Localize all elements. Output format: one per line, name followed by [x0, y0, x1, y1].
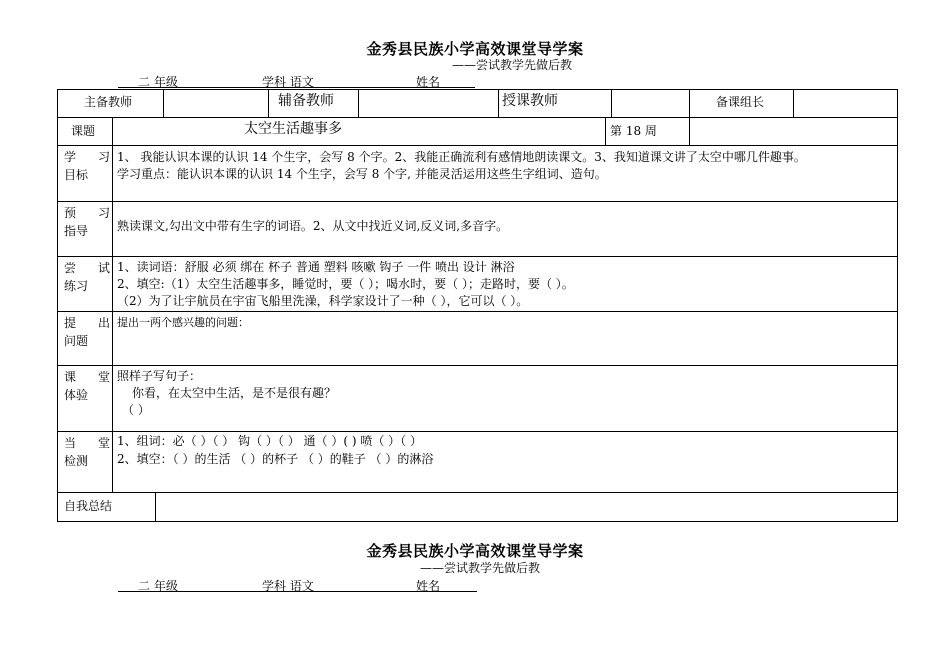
- grade-label: 二 年级: [138, 75, 178, 89]
- subject-label-2: 学科 语文: [262, 579, 314, 593]
- document-title-2: 金秀县民族小学高效课堂导学案: [366, 542, 584, 560]
- class-line-2: 你看，在太空中生活，是不是很有趣？: [132, 386, 337, 400]
- grade-label-2: 二 年级: [138, 579, 178, 593]
- assist-teacher-label: 辅备教师: [278, 93, 334, 109]
- check-line-1: 1、组词：必（ ）（ ） 钩（ ）（ ） 通（ ）( ) 喷（ ）（ ）: [117, 434, 422, 448]
- check-line-2: 2、填空：（ ）的生活 （ ）的杯子 （ ）的鞋子 （ ）的淋浴: [117, 452, 434, 466]
- practice-label-a: 尝: [64, 261, 77, 275]
- student-info-line: [118, 73, 475, 88]
- document-subtitle: ——尝试教学先做后教: [452, 58, 573, 72]
- practice-line-2: 2、填空:（1）太空生活趣事多，睡觉时，要（ ）；喝水时，要（ ）；走路时，要（ ）。: [117, 277, 574, 291]
- practice-line-3: （2）为了让宇航员在宇宙飞船里洗澡，科学家设计了一种（ ），它可以（ ）。: [117, 294, 529, 308]
- group-leader-label: 备课组长: [716, 95, 765, 109]
- preview-text: 熟读课文,勾出文中带有生字的词语。2、从文中找近义词,反义词,多音字。: [117, 219, 509, 233]
- check-label-a: 当: [64, 436, 77, 450]
- check-label-c: 检测: [64, 454, 89, 468]
- question-text: 提出一两个感兴趣的问题：: [117, 316, 249, 329]
- name-label: 姓名: [416, 75, 441, 89]
- week-label: 第 18 周: [610, 124, 657, 138]
- topic-value: 太空生活趣事多: [244, 121, 342, 137]
- class-label: [64, 368, 110, 404]
- preview-label: [64, 204, 110, 240]
- check-label: [64, 434, 110, 470]
- topic-label: 课题: [71, 124, 96, 138]
- preview-label-b: 习: [97, 206, 110, 220]
- goals-label-c: 目标: [64, 168, 89, 182]
- question-label-b: 出: [97, 316, 110, 330]
- goals-line-2: 学习重点：能认识本课的认识 14 个生字，会写 8 个字, 并能灵活运用这些生字组词、造句。: [117, 167, 607, 181]
- question-label-c: 问题: [64, 334, 89, 348]
- class-label-b: 堂: [97, 370, 110, 384]
- question-label-a: 提: [64, 316, 77, 330]
- goals-label: [64, 148, 110, 184]
- main-teacher-label: 主备教师: [84, 95, 133, 109]
- class-line-1: 照样子写句子：: [117, 369, 202, 383]
- class-label-c: 体验: [64, 388, 89, 402]
- practice-label: [64, 259, 110, 295]
- preview-label-a: 预: [64, 206, 77, 220]
- goals-label-b: 习: [97, 150, 110, 164]
- document-subtitle-2: ——尝试教学先做后教: [420, 561, 541, 575]
- practice-label-b: 试: [97, 261, 110, 275]
- check-label-b: 堂: [97, 436, 110, 450]
- summary-label: 自我总结: [64, 499, 113, 513]
- lesson-plan-table: [57, 89, 898, 522]
- practice-label-c: 练习: [64, 279, 89, 293]
- document-title: 金秀县民族小学高效课堂导学案: [366, 40, 584, 58]
- class-label-a: 课: [64, 370, 77, 384]
- goals-label-a: 学: [64, 150, 77, 164]
- practice-line-1: 1、读词语：舒服 必须 绑在 杯子 普通 塑料 咳嗽 钩子 一件 喷出 设计 淋浴: [117, 260, 515, 274]
- class-line-3: （ ）: [122, 403, 150, 417]
- teaching-teacher-label: 授课教师: [502, 93, 558, 109]
- preview-label-c: 指导: [64, 224, 89, 238]
- subject-label: 学科 语文: [262, 75, 314, 89]
- question-label: [64, 314, 110, 350]
- goals-line-1: 1、 我能认识本课的认识 14 个生字，会写 8 个字。2、我能正确流利有感情地朗读课文。3、我知道课文讲了太空中哪几件趣事。: [117, 150, 806, 164]
- student-info-line-2: [118, 577, 477, 592]
- name-label-2: 姓名: [416, 579, 441, 593]
